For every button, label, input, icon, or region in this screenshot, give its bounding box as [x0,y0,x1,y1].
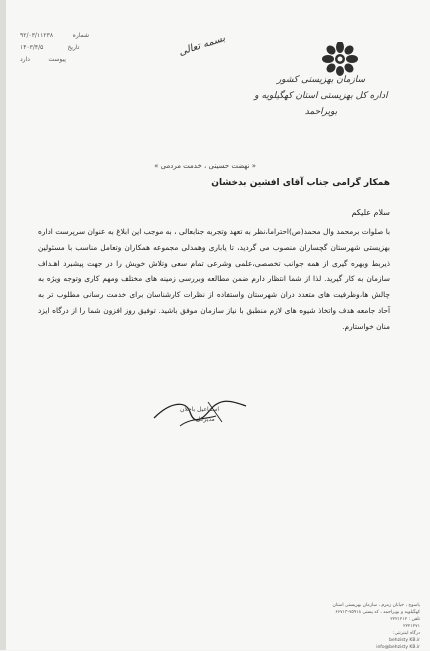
meta-date-label: تاریخ [67,44,80,51]
letter-greeting: سلام علیکم [351,208,390,217]
meta-date-row [20,42,89,54]
letter-meta [20,30,89,66]
organization-name-line2: اداره کل بهزیستی استان کهگیلویه و بویراحمد [254,91,388,117]
meta-attachment-value: دارد [20,56,30,63]
signatory-title: مدیرکل [196,416,215,423]
logo-petal [343,44,356,57]
meta-date-value: ۱۴۰۳/۴/۵ [20,44,44,51]
logo-petal [336,42,344,53]
meta-attachment-label: پیوست [48,56,66,63]
meta-attachment-row [20,54,89,66]
logo-petal [325,44,338,57]
logo-petal [322,55,334,63]
signatory-name: اسماعیل باجلان [180,406,220,413]
letter-paragraph: با صلوات برمحمد وال محمد(ص)احتراما،نظر به تعهد وتجربه جنابعالی ، به موجب این ابلاغ به عنوان سرپرست اداره بهزیستی شهرستان گچساران منصوب می گردید، تا یاباری وهمدلی مجموعه همکاران وتعامل مناسب با مسئولین ذیربط وبهره گیری از همه جوانب تخصصی،علمی وشرعی تمام سعی وتلاش خویش را در جهت پیشبرد اهـداف سازمان به کار گیرید. لذا از شما انتظار دارم ضمن مطالعه وبررسی زمینه های مختلف ومهم کاری وتوجه ویژه به چالش ها،وظرفیت های متعدد دران شهرستان واستفاده از نظرات کارشناسان برای خدمت رسانی مطلوب تر به آحاد جامعه هدف واتخاذ شیوه های لازم منطبق با نیاز سازمان موفق باشید. توفیق روز افزون شما را از درگاه ایزد منان خواستارم. [38,227,390,331]
meta-number-row [20,30,89,42]
letter-footer [320,602,420,651]
organization-name-line1: سازمان بهزیستی کشور [276,75,366,85]
scan-edge [0,0,6,650]
footer-line: درگاه اینترنتی: [392,631,420,636]
meta-number-label: شماره [72,32,90,39]
letter-body [38,224,390,335]
footer-line: تلفن : ۲۲۲۱۲۱۲ [390,617,420,622]
logo-petal [346,55,358,63]
footer-line: info@behzisty KB.ir [376,645,420,650]
letter-addressee: همکار گرامی جناب آقای افشین بدخشان [211,178,390,188]
footer-line: ۲۲۲۱۲۷۱ [403,624,420,629]
footer-line: behzisty KB.ir [389,638,420,643]
meta-number-value: ۹۲/۰۳/۱۱۲۳۸ [20,32,54,39]
organization-name [246,72,396,120]
basmala: بسمه تعالی [177,32,227,59]
letter-motto: « نهضت حسینی ، خدمت مردمی » [154,162,256,170]
footer-line: کهگیلویه و بویراحمد ، کد پستی ۷۵۹۱۸-۶۶۷۱۳ [335,610,420,615]
footer-line: یاسوج ، خیابان زمزم ، سازمان بهزیستی استان [332,603,420,608]
organization-logo [320,42,360,76]
